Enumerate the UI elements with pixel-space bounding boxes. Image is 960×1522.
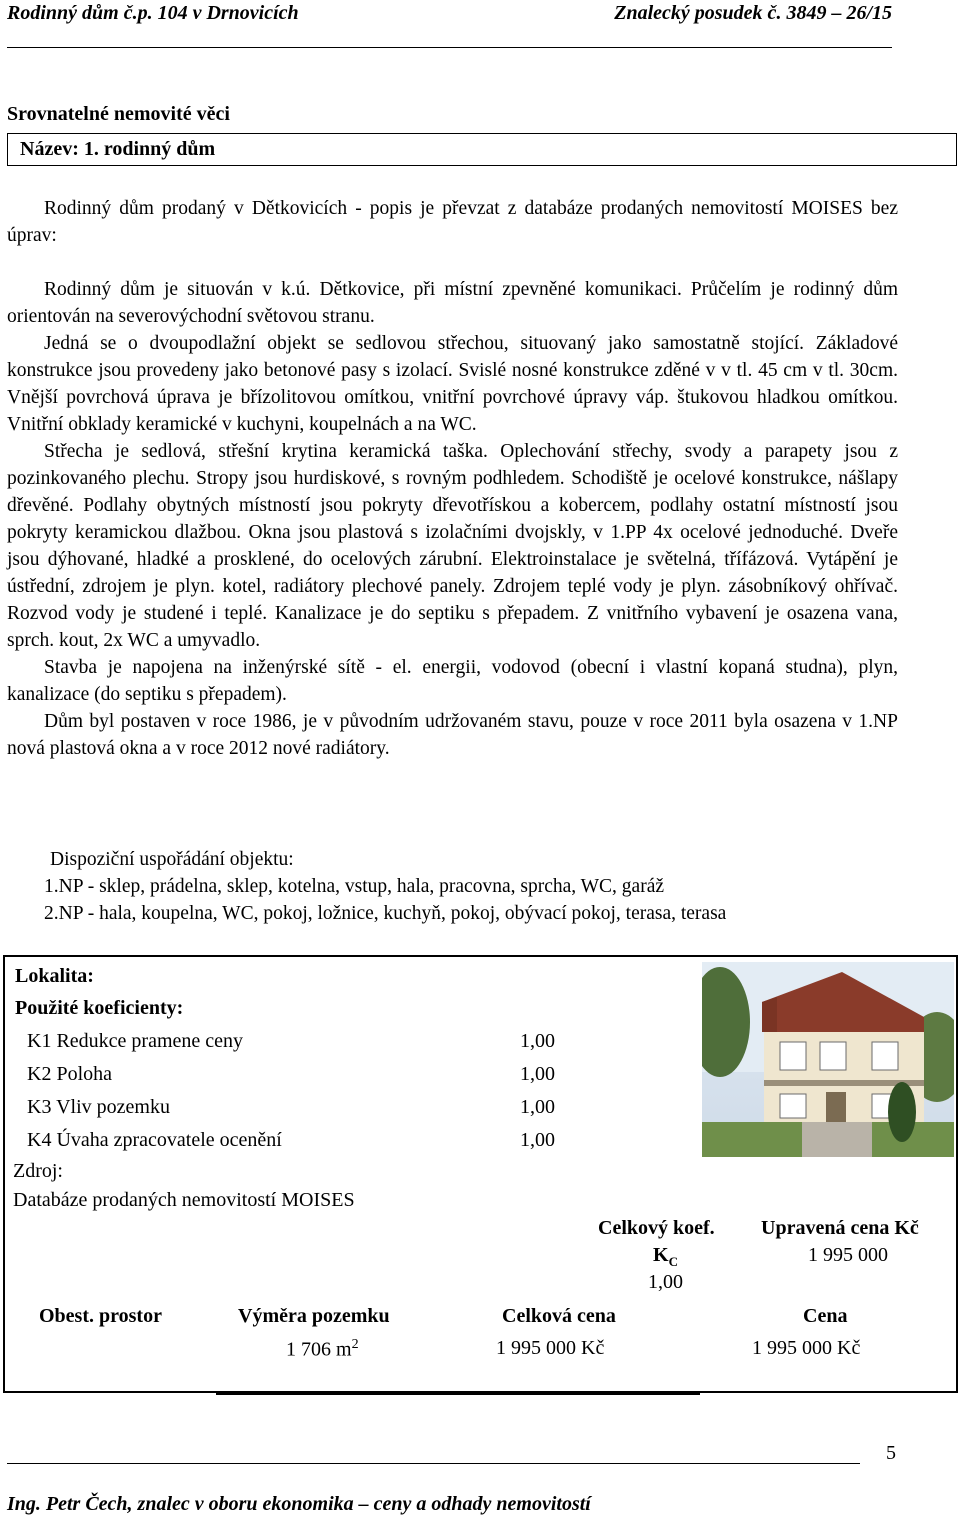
intro-paragraph: Rodinný dům prodaný v Dětkovicích - popis je převzat z databáze prodaných nemovitostí MOISES bez úprav: [7, 198, 898, 246]
house-photo [702, 962, 954, 1157]
area-unit-sup: 2 [351, 1337, 359, 1352]
zdroj-label: Zdroj: [13, 1160, 63, 1182]
celkovy-koef-label: Celkový koef. [598, 1217, 715, 1239]
paragraph-2: Jedná se o dvoupodlažní objekt se sedlovou střechou, situovaný jako samostatně stojící. Základové konstrukce jsou provedeny jako betonové pasy s izolací. Svislé nosné konstrukce zděné v v tl. 45 cm v tl. 30cm. Vnější povrchová úprava je břízolitovou omítkou, vnitřní povrchové úpravy váp. štukovou hladkou omítkou. Vnitřní obklady keramické v kuchyni, koupelnách a na WC. [7, 333, 898, 435]
upravena-cena-label: Upravená cena Kč [761, 1217, 919, 1239]
header-rule [7, 47, 892, 48]
coef-k4-value: 1,00 [520, 1129, 555, 1151]
coef-k2-label: K2 Poloha [27, 1063, 112, 1085]
description-block [7, 195, 898, 762]
paragraph-5: Dům byl postaven v roce 1986, je v původním udržovaném stavu, pouze v roce 2011 byla osazena v 1.NP nová plastová okna a v roce 2012 nové radiátory. [7, 711, 898, 759]
footer-author: Ing. Petr Čech, znalec v oboru ekonomika – ceny a odhady nemovitostí [7, 1493, 591, 1515]
zdroj-value: Databáze prodaných nemovitostí MOISES [13, 1189, 355, 1211]
page-number: 5 [886, 1442, 896, 1464]
lokalita-label: Lokalita: [15, 965, 94, 987]
kc-value: 1,00 [648, 1271, 683, 1293]
layout-title: Dispoziční uspořádání objektu: [50, 849, 294, 870]
footer-rule [7, 1463, 860, 1464]
coef-k3-value: 1,00 [520, 1096, 555, 1118]
layout-floor-2: 2.NP - hala, koupelna, WC, pokoj, ložnice, kuchyň, pokoj, obývací pokoj, terasa, terasa [44, 903, 727, 924]
header-left: Rodinný dům č.p. 104 v Drnovicích [7, 2, 299, 24]
coef-k4-label: K4 Úvaha zpracovatele ocenění [27, 1129, 282, 1151]
paragraph-4: Stavba je napojena na inženýrské sítě - el. energii, vodovod (obecní i vlastní kopaná studna), plyn, kanalizace (do septiku s přepadem). [7, 657, 898, 705]
coef-k1-value: 1,00 [520, 1030, 555, 1052]
paragraph-3: Střecha je sedlová, střešní krytina keramická taška. Oplechování střechy, svody a parapety jsou z pozinkovaného plechu. Stropy jsou hurdiskové, s rovným podhledem. Schodiště je ocelové konstrukce, nášlapy dřevěné. Podlahy obytných místností jsou pokryty dřevotřískou a kobercem, podlahy ostatní místností jsou pokryty keramickou dlažbou. Okna jsou plastová s izolačními dvojskly, v 1.PP 4x ocelové jednoduché. Dveře jsou dýhované, hladké a prosklené, do ocelových zárubní. Elektroinstalace je světelná, třífázová. Vytápění je ústřední, zdrojem je plyn. kotel, radiátory plechové panely. Zdrojem teplé vody je plyn. zásobníkový ohřívač. Rozvod vody je studené i teplé. Kanalizace je do septiku s přepadem. Z vnitřního vybavení je osazena vana, sprch. kout, 2x WC a umyvadlo. [7, 441, 898, 651]
col-header-celkova: Celková cena [502, 1305, 616, 1327]
name-label: Název: 1. rodinný dům [20, 138, 216, 160]
coef-k1-label: K1 Redukce pramene ceny [27, 1030, 244, 1052]
header-right: Znalecký posudek č. 3849 – 26/15 [614, 2, 892, 24]
col-header-cena: Cena [803, 1305, 848, 1327]
kc-letter: K [653, 1244, 669, 1266]
paragraph-1: Rodinný dům je situován v k.ú. Dětkovice, při místní zpevněné komunikaci. Průčelím je rodinný dům orientován na severovýchodní světovou stranu. [7, 279, 898, 327]
coef-k2-value: 1,00 [520, 1063, 555, 1085]
layout-floor-1: 1.NP - sklep, prádelna, sklep, kotelna, vstup, hala, pracovna, sprcha, WC, garáž [44, 876, 665, 897]
coef-k3-label: K3 Vliv pozemku [27, 1096, 170, 1118]
koef-title: Použité koeficienty: [15, 997, 184, 1019]
area-value [286, 1337, 359, 1362]
celkova-cena-value: 1 995 000 Kč [496, 1337, 605, 1359]
col-header-obest: Obest. prostor [39, 1305, 162, 1327]
upravena-cena-value: 1 995 000 [808, 1244, 888, 1266]
col-header-vymera: Výměra pozemku [238, 1305, 390, 1327]
cena-value: 1 995 000 Kč [752, 1337, 861, 1359]
house-icon [702, 962, 954, 1157]
section-title: Srovnatelné nemovité věci [7, 103, 230, 125]
kc-label [653, 1244, 678, 1270]
box-bottom-accent [216, 1393, 700, 1395]
area-number: 1 706 m [286, 1338, 352, 1361]
comparison-box [3, 955, 958, 1393]
name-box [7, 133, 957, 166]
kc-subscript: C [668, 1254, 678, 1269]
